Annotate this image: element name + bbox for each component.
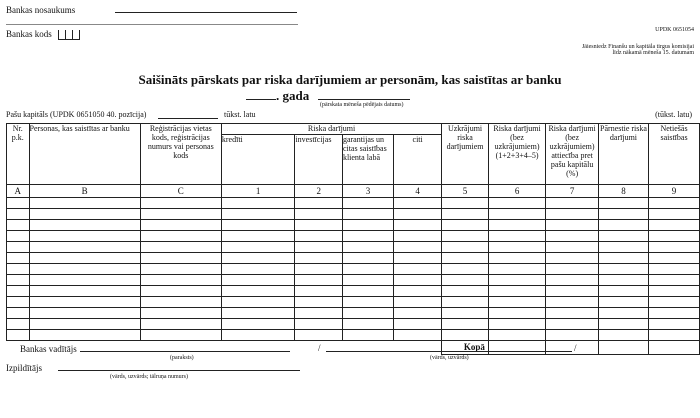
slash-right: / xyxy=(574,343,577,353)
table-cell[interactable] xyxy=(140,220,221,231)
table-cell[interactable] xyxy=(140,286,221,297)
table-cell[interactable] xyxy=(7,297,30,308)
table-cell[interactable] xyxy=(649,308,700,319)
column-number-row xyxy=(7,185,700,198)
form-code: UPDK 0651054 xyxy=(655,27,694,33)
table-cell[interactable] xyxy=(649,330,700,341)
table-cell[interactable] xyxy=(221,275,295,286)
table-cell[interactable] xyxy=(546,275,599,286)
colnum: 7 xyxy=(546,185,599,198)
bank-code-label: Bankas kods xyxy=(6,29,80,40)
table-cell[interactable] xyxy=(221,264,295,275)
bank-code-boxes[interactable] xyxy=(58,30,80,40)
table-cell[interactable] xyxy=(598,253,648,264)
table-cell[interactable] xyxy=(598,286,648,297)
table-cell[interactable] xyxy=(342,209,393,220)
colnum: 4 xyxy=(394,185,442,198)
table-cell[interactable] xyxy=(649,319,700,330)
colnum: 3 xyxy=(342,185,393,198)
capital-label: Pašu kapitāls (UPDK 0651050 40. pozīcija) xyxy=(6,110,147,119)
table-cell[interactable] xyxy=(649,198,700,209)
total-label: Kopā xyxy=(442,341,489,355)
gada-text: . gada xyxy=(276,88,310,103)
table-cell[interactable] xyxy=(221,286,295,297)
table-cell[interactable] xyxy=(546,231,599,242)
colnum: 1 xyxy=(221,185,295,198)
header-registration: Reģistrācijas vietas kods, reģistrācijas numurs vai personas kods xyxy=(140,124,221,185)
table-cell[interactable] xyxy=(442,297,489,308)
table-cell[interactable] xyxy=(29,198,140,209)
table-cell[interactable] xyxy=(394,253,442,264)
header-not-included: Netiešās saistības xyxy=(649,124,700,185)
table-cell[interactable] xyxy=(442,319,489,330)
name-caption: (vārds, uzvārds) xyxy=(430,355,469,361)
table-cell[interactable] xyxy=(7,319,30,330)
colnum: B xyxy=(29,185,140,198)
table-cell[interactable] xyxy=(295,319,343,330)
table-row xyxy=(7,297,700,308)
table-cell[interactable] xyxy=(29,308,140,319)
table-cell[interactable] xyxy=(342,319,393,330)
table-cell[interactable] xyxy=(342,264,393,275)
table-cell[interactable] xyxy=(598,319,648,330)
submit-note-line1: Jāiesniedz Finanšu un kapitāla tirgus komisijai xyxy=(581,44,694,50)
table-cell[interactable] xyxy=(394,264,442,275)
table-cell[interactable] xyxy=(442,231,489,242)
table-cell[interactable] xyxy=(488,242,545,253)
table-cell[interactable] xyxy=(29,286,140,297)
table-cell[interactable] xyxy=(295,198,343,209)
table-cell[interactable] xyxy=(598,264,648,275)
table-cell[interactable] xyxy=(221,231,295,242)
table-cell[interactable] xyxy=(295,231,343,242)
table-cell[interactable] xyxy=(7,220,30,231)
table-cell[interactable] xyxy=(29,330,140,341)
table-cell[interactable] xyxy=(546,286,599,297)
table-cell[interactable] xyxy=(488,286,545,297)
table-cell[interactable] xyxy=(546,242,599,253)
table-cell[interactable] xyxy=(29,209,140,220)
table-cell[interactable] xyxy=(598,198,648,209)
colnum: C xyxy=(140,185,221,198)
table-row xyxy=(7,308,700,319)
table-row xyxy=(7,209,700,220)
table-cell[interactable] xyxy=(7,275,30,286)
table-cell[interactable] xyxy=(442,308,489,319)
colnum: 5 xyxy=(442,185,489,198)
table-cell[interactable] xyxy=(488,198,545,209)
table-cell[interactable] xyxy=(7,209,30,220)
table-cell[interactable] xyxy=(546,220,599,231)
table-cell[interactable] xyxy=(394,231,442,242)
table-cell[interactable] xyxy=(488,308,545,319)
table-cell[interactable] xyxy=(29,297,140,308)
date-caption: (pārskata mēneša pēdējais datums) xyxy=(320,102,404,108)
head-label: Bankas vadītājs xyxy=(20,344,77,354)
table-cell[interactable] xyxy=(29,319,140,330)
table-row xyxy=(7,242,700,253)
table-cell[interactable] xyxy=(488,330,545,341)
table-cell[interactable] xyxy=(221,242,295,253)
header-guarantees: garantijas un citas saistības klienta labā xyxy=(342,135,393,185)
table-row xyxy=(7,286,700,297)
table-cell[interactable] xyxy=(295,330,343,341)
table-cell[interactable] xyxy=(649,286,700,297)
table-cell[interactable] xyxy=(7,242,30,253)
table-cell[interactable] xyxy=(295,286,343,297)
date-field[interactable] xyxy=(318,99,410,100)
table-row xyxy=(7,198,700,209)
table-cell[interactable] xyxy=(649,297,700,308)
table-cell[interactable] xyxy=(295,242,343,253)
table-cell[interactable] xyxy=(295,275,343,286)
capital-unit: tūkst. latu xyxy=(224,110,256,119)
table-cell[interactable] xyxy=(7,330,30,341)
colnum: 9 xyxy=(649,185,700,198)
table-cell[interactable] xyxy=(295,253,343,264)
table-cell[interactable] xyxy=(546,308,599,319)
table-row xyxy=(7,275,700,286)
table-cell[interactable] xyxy=(140,253,221,264)
table-cell[interactable] xyxy=(342,231,393,242)
table-cell[interactable] xyxy=(649,242,700,253)
table-cell[interactable] xyxy=(649,209,700,220)
table-cell[interactable] xyxy=(7,286,30,297)
table-row xyxy=(7,231,700,242)
table-cell[interactable] xyxy=(342,308,393,319)
table-cell[interactable] xyxy=(488,297,545,308)
head-signature-field[interactable] xyxy=(80,351,290,352)
table-cell[interactable] xyxy=(442,220,489,231)
table-cell[interactable] xyxy=(488,253,545,264)
table-cell[interactable] xyxy=(140,198,221,209)
table-cell[interactable] xyxy=(546,319,599,330)
table-cell[interactable] xyxy=(342,330,393,341)
table-cell[interactable] xyxy=(488,220,545,231)
table-cell[interactable] xyxy=(140,264,221,275)
table-cell[interactable] xyxy=(295,209,343,220)
report-title: Saišināts pārskats par riska darījumiem ar personām, kas saistītas ar banku xyxy=(138,72,562,87)
year-field[interactable] xyxy=(246,99,276,100)
table-cell[interactable] xyxy=(295,220,343,231)
table-cell[interactable] xyxy=(29,253,140,264)
table-cell[interactable] xyxy=(342,198,393,209)
table-cell[interactable] xyxy=(442,198,489,209)
table-cell[interactable] xyxy=(342,242,393,253)
table-cell[interactable] xyxy=(394,319,442,330)
slash-left: / xyxy=(318,343,321,353)
table-cell[interactable] xyxy=(29,220,140,231)
bank-name-field[interactable] xyxy=(115,12,297,13)
table-cell[interactable] xyxy=(649,253,700,264)
header-investments: investīcijas xyxy=(295,135,343,185)
submit-note-line2: līdz nākamā mēneša 15. datumam xyxy=(612,50,694,56)
table-cell[interactable] xyxy=(394,330,442,341)
table-cell[interactable] xyxy=(598,220,648,231)
table-cell[interactable] xyxy=(488,264,545,275)
table-row xyxy=(7,319,700,330)
table-cell[interactable] xyxy=(649,275,700,286)
table-cell[interactable] xyxy=(546,297,599,308)
table-cell[interactable] xyxy=(442,209,489,220)
table-cell[interactable] xyxy=(649,220,700,231)
table-cell[interactable] xyxy=(649,231,700,242)
table-cell[interactable] xyxy=(442,242,489,253)
table-cell[interactable] xyxy=(221,308,295,319)
table-cell[interactable] xyxy=(442,264,489,275)
capital-value-field[interactable] xyxy=(158,118,218,119)
submit-note xyxy=(582,44,694,56)
table-cell[interactable] xyxy=(394,220,442,231)
table-cell[interactable] xyxy=(140,209,221,220)
table-cell[interactable] xyxy=(394,275,442,286)
table-cell[interactable] xyxy=(221,297,295,308)
executor-field[interactable] xyxy=(58,370,300,371)
total-cell[interactable] xyxy=(598,341,648,355)
table-row xyxy=(7,220,700,231)
table-cell[interactable] xyxy=(140,308,221,319)
table-cell[interactable] xyxy=(546,330,599,341)
table-cell[interactable] xyxy=(488,209,545,220)
header-risk-ratio: Riska darījumi (bez uzkrājumiem) attiecība pret pašu kapitālu (%) xyxy=(546,124,599,185)
table-cell[interactable] xyxy=(7,253,30,264)
table-cell[interactable] xyxy=(140,275,221,286)
header-risk-group: Riska darījumi xyxy=(221,124,441,135)
header-credits: kredīti xyxy=(221,135,295,185)
header-provisions: Uzkrājumi riska darījumiem xyxy=(442,124,489,185)
table-cell[interactable] xyxy=(394,297,442,308)
table-cell[interactable] xyxy=(29,242,140,253)
risk-table xyxy=(6,123,700,355)
signature-caption: (paraksts) xyxy=(170,355,194,361)
table-cell[interactable] xyxy=(29,264,140,275)
table-cell[interactable] xyxy=(342,253,393,264)
table-cell[interactable] xyxy=(342,275,393,286)
table-cell[interactable] xyxy=(29,275,140,286)
executor-caption: (vārds, uzvārds; tālruņa numurs) xyxy=(110,374,188,380)
table-cell[interactable] xyxy=(598,242,648,253)
table-cell[interactable] xyxy=(140,242,221,253)
executor-label: Izpildītājs xyxy=(6,363,42,373)
table-cell[interactable] xyxy=(488,275,545,286)
table-cell[interactable] xyxy=(394,242,442,253)
table-cell[interactable] xyxy=(221,330,295,341)
table-cell[interactable] xyxy=(394,286,442,297)
total-cell[interactable] xyxy=(649,341,700,355)
table-cell[interactable] xyxy=(442,286,489,297)
table-cell[interactable] xyxy=(394,198,442,209)
table-cell[interactable] xyxy=(342,286,393,297)
header-transferred: Pārnestie riska darījumi xyxy=(598,124,648,185)
colnum: A xyxy=(7,185,30,198)
table-cell[interactable] xyxy=(442,330,489,341)
table-unit: (tūkst. latu) xyxy=(655,110,692,119)
table-cell[interactable] xyxy=(29,231,140,242)
table-cell[interactable] xyxy=(140,297,221,308)
table-cell[interactable] xyxy=(546,264,599,275)
header-risk-net: Riska darījumi (bez uzkrājumiem) (1+2+3+4–5) xyxy=(488,124,545,185)
table-cell[interactable] xyxy=(342,220,393,231)
colnum: 2 xyxy=(295,185,343,198)
table-cell[interactable] xyxy=(394,209,442,220)
table-cell[interactable] xyxy=(546,253,599,264)
table-cell[interactable] xyxy=(488,319,545,330)
table-cell[interactable] xyxy=(488,231,545,242)
table-cell[interactable] xyxy=(221,209,295,220)
table-cell[interactable] xyxy=(221,220,295,231)
header-persons: Personas, kas saistītas ar banku xyxy=(29,124,140,185)
table-cell[interactable] xyxy=(295,297,343,308)
table-cell[interactable] xyxy=(7,198,30,209)
table-cell[interactable] xyxy=(221,319,295,330)
table-cell[interactable] xyxy=(546,198,599,209)
table-cell[interactable] xyxy=(140,319,221,330)
colnum: 8 xyxy=(598,185,648,198)
table-row xyxy=(7,253,700,264)
table-cell[interactable] xyxy=(546,209,599,220)
table-cell[interactable] xyxy=(7,264,30,275)
table-cell[interactable] xyxy=(442,253,489,264)
table-cell[interactable] xyxy=(342,297,393,308)
table-cell[interactable] xyxy=(140,330,221,341)
header-nr: Nr. p.k. xyxy=(7,124,30,185)
table-cell[interactable] xyxy=(649,264,700,275)
table-cell[interactable] xyxy=(221,253,295,264)
bank-name-label: Bankas nosaukums xyxy=(6,5,76,15)
table-cell[interactable] xyxy=(7,308,30,319)
table-row xyxy=(7,264,700,275)
table-cell[interactable] xyxy=(221,198,295,209)
table-cell[interactable] xyxy=(295,308,343,319)
header-other: citi xyxy=(394,135,442,185)
table-cell[interactable] xyxy=(7,231,30,242)
table-row xyxy=(7,330,700,341)
table-cell[interactable] xyxy=(598,275,648,286)
table-cell[interactable] xyxy=(140,231,221,242)
colnum: 6 xyxy=(488,185,545,198)
table-cell[interactable] xyxy=(598,209,648,220)
table-cell[interactable] xyxy=(295,264,343,275)
table-cell[interactable] xyxy=(442,275,489,286)
head-name-field[interactable] xyxy=(326,351,572,352)
table-cell[interactable] xyxy=(598,231,648,242)
table-cell[interactable] xyxy=(598,297,648,308)
header-divider xyxy=(6,24,298,25)
table-cell[interactable] xyxy=(394,308,442,319)
table-cell[interactable] xyxy=(598,308,648,319)
table-cell[interactable] xyxy=(598,330,648,341)
